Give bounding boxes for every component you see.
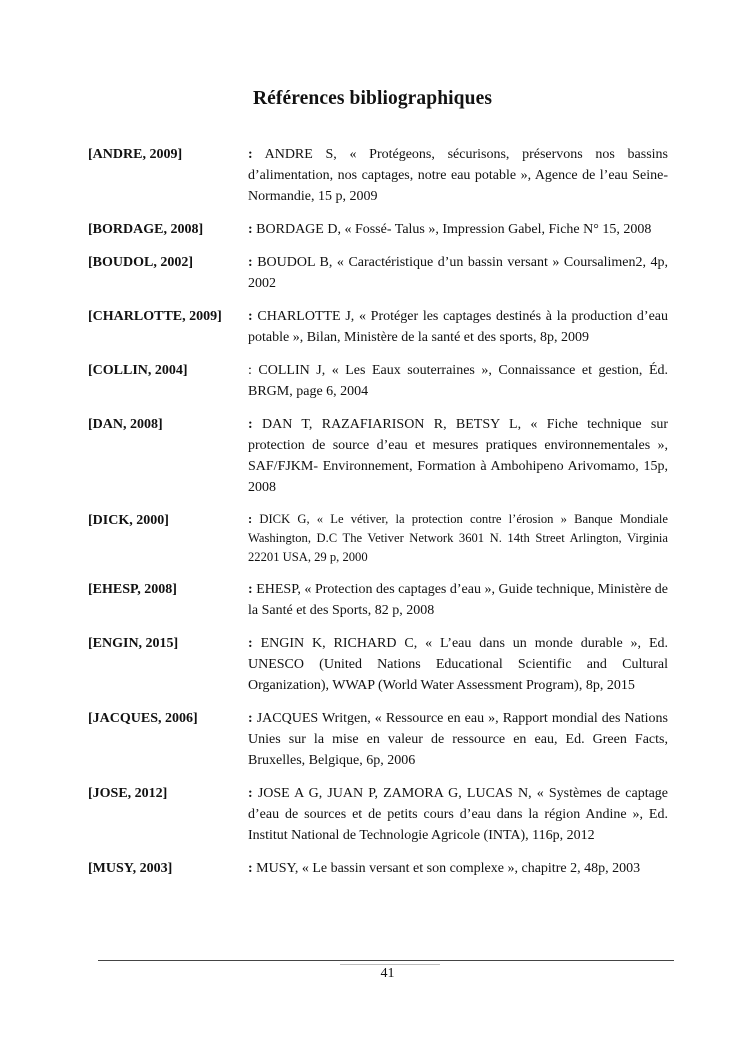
- reference-text: [248, 414, 668, 498]
- reference-body: JACQUES Writgen, « Ressource en eau », Rapport mondial des Nations Unies sur la mise en valeur de ressource en eau, Ed. Green Facts, Bruxelles, Belgique, 6p, 2006: [248, 711, 669, 768]
- reference-colon: :: [248, 512, 253, 526]
- reference-entry: [88, 252, 668, 294]
- reference-key: [BOUDOL, 2002]: [88, 255, 193, 270]
- reference-entry: [88, 579, 668, 621]
- reference-key: [BORDAGE, 2008]: [88, 222, 204, 237]
- reference-text: [248, 858, 668, 879]
- reference-entry: [88, 708, 668, 771]
- reference-list: [88, 144, 668, 891]
- reference-text: [248, 306, 668, 348]
- reference-text: [248, 252, 668, 294]
- reference-colon: :: [248, 636, 253, 651]
- reference-colon: :: [248, 417, 253, 432]
- reference-body: ANDRE S, « Protégeons, sécurisons, préservons nos bassins d’alimentation, nos captages, notre eau potable », Agence de l’eau Seine-Normandie, 15 p, 2009: [248, 147, 668, 204]
- reference-colon: :: [248, 861, 253, 876]
- reference-entry: [88, 144, 668, 207]
- reference-key: [DICK, 2000]: [88, 513, 169, 528]
- reference-key: [EHESP, 2008]: [88, 582, 177, 597]
- reference-text: [248, 510, 668, 567]
- reference-colon: :: [248, 582, 253, 597]
- reference-body: DICK G, « Le vétiver, la protection contre l’érosion » Banque Mondiale Washington, D.C The Vetiver Network 3601 N. 14th Street Arlington, Virginia 22201 USA, 29 p, 2000: [248, 512, 668, 564]
- reference-key: [ENGIN, 2015]: [88, 636, 179, 651]
- reference-body: COLLIN J, « Les Eaux souterraines », Connaissance et gestion, Éd. BRGM, page 6, 2004: [248, 363, 668, 399]
- reference-colon: :: [248, 222, 253, 237]
- reference-body: MUSY, « Le bassin versant et son complexe », chapitre 2, 48p, 2003: [256, 861, 641, 876]
- reference-key: [JOSE, 2012]: [88, 786, 168, 801]
- reference-entry: [88, 219, 668, 240]
- reference-colon: :: [248, 786, 253, 801]
- reference-body: BOUDOL B, « Caractéristique d’un bassin versant » Coursalimen2, 4p, 2002: [248, 255, 668, 291]
- reference-entry: [88, 633, 668, 696]
- page-title: Références bibliographiques: [252, 88, 493, 109]
- reference-key: [CHARLOTTE, 2009]: [88, 309, 222, 324]
- footer-divider-accent: [340, 964, 440, 965]
- reference-text: [248, 633, 668, 696]
- reference-key: [JACQUES, 2006]: [88, 711, 198, 726]
- reference-colon: :: [248, 309, 253, 324]
- reference-body: EHESP, « Protection des captages d’eau », Guide technique, Ministère de la Santé et des Sports, 82 p, 2008: [248, 582, 669, 618]
- reference-entry: [88, 414, 668, 498]
- reference-text: [248, 579, 668, 621]
- reference-entry: [88, 306, 668, 348]
- page-number: 41: [380, 966, 395, 981]
- footer-divider: [98, 960, 674, 961]
- reference-entry: [88, 858, 668, 879]
- reference-key: [ANDRE, 2009]: [88, 147, 183, 162]
- reference-key: [COLLIN, 2004]: [88, 363, 188, 378]
- reference-key: [DAN, 2008]: [88, 417, 163, 432]
- reference-body: DAN T, RAZAFIARISON R, BETSY L, « Fiche technique sur protection de source d’eau et mesures pratiques environnementales », SAF/FJKM- Environnement, Formation à Ambohipeno Arivomamo, 15p, 2008: [248, 417, 669, 495]
- reference-body: CHARLOTTE J, « Protéger les captages destinés à la production d’eau potable », Bilan, Ministère de la santé et des sports, 8p, 2009: [248, 309, 668, 345]
- reference-colon: :: [248, 255, 253, 270]
- reference-entry: [88, 783, 668, 846]
- reference-text: [248, 219, 668, 240]
- reference-colon: :: [248, 711, 253, 726]
- reference-colon: :: [248, 363, 252, 378]
- reference-text: [248, 144, 668, 207]
- reference-text: [248, 708, 668, 771]
- reference-entry: [88, 510, 668, 567]
- reference-key: [MUSY, 2003]: [88, 861, 173, 876]
- reference-colon: :: [248, 147, 253, 162]
- reference-body: ENGIN K, RICHARD C, « L’eau dans un monde durable », Ed. UNESCO (United Nations Educational Scientific and Cultural Organization), WWAP (World Water Assessment Program), 8p, 2015: [248, 636, 668, 693]
- reference-text: [248, 360, 668, 402]
- reference-entry: [88, 360, 668, 402]
- reference-body: BORDAGE D, « Fossé- Talus », Impression Gabel, Fiche N° 15, 2008: [256, 222, 652, 237]
- reference-text: [248, 783, 668, 846]
- reference-body: JOSE A G, JUAN P, ZAMORA G, LUCAS N, « Systèmes de captage d’eau de sources et de petits cours d’eau dans la région Andine », Ed. Institut National de Technologie Agricole (INTA), 116p, 2012: [248, 786, 669, 843]
